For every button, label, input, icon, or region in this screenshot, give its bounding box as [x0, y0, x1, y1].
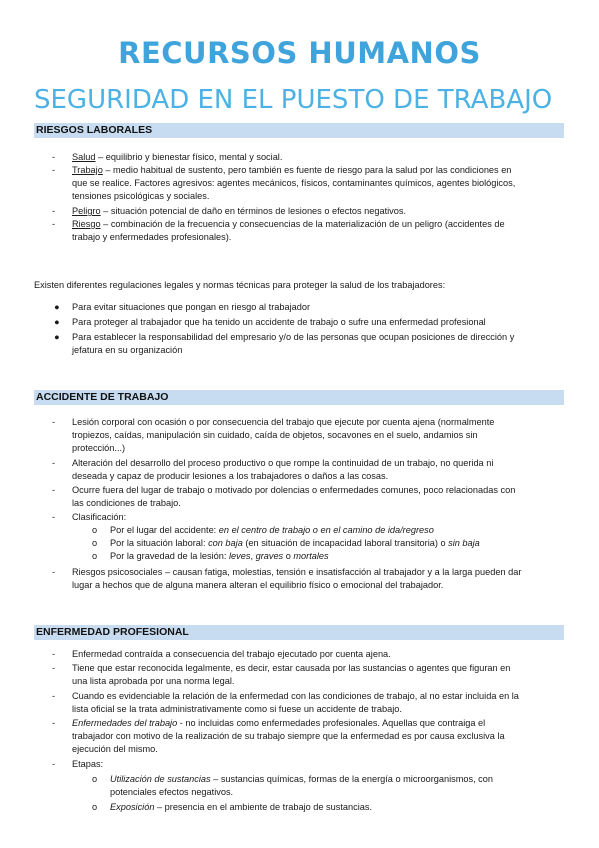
riesgos-item-trabajo-line: tensiones psicológicas y sociales.	[72, 191, 210, 201]
dash-marker: -	[52, 663, 56, 673]
dash-marker: -	[52, 691, 56, 701]
accidente-item: Alteración del desarrollo del proceso productivo o que rompe la continuidad de un trabajo, no querida ni	[72, 458, 494, 468]
accidente-item-line: protección...)	[72, 443, 126, 453]
riesgos-bullet: Para proteger al trabajador que ha tenido un accidente de trabajo o sufre una enfermedad profesional	[72, 317, 486, 327]
enfermedad-etapas: Etapas:	[72, 759, 104, 769]
enfermedad-item: Tiene que estar reconocida legalmente, es decir, estar causada por las sustancias o agentes que figuran en	[72, 663, 511, 673]
etapa-exposicion: Exposición – presencia en el ambiente de trabajo de sustancias.	[110, 802, 373, 812]
dash-marker: -	[52, 206, 56, 216]
riesgos-bullet: Para evitar situaciones que pongan en riesgo al trabajador	[72, 302, 311, 312]
circle-bullet-marker: o	[92, 538, 98, 548]
riesgos-bullet: Para establecer la responsabilidad del empresario y/o de las personas que ocupan posiciones de dirección y	[72, 332, 515, 342]
section-header-enfermedad: ENFERMEDAD PROFESIONAL	[34, 625, 564, 640]
riesgos-intro: Existen diferentes regulaciones legales y normas técnicas para proteger la salud de los trabajadores:	[34, 280, 446, 290]
circle-bullet-marker: o	[92, 774, 98, 784]
dash-marker: -	[52, 485, 56, 495]
accidente-psicosociales: Riesgos psicosociales – causan fatiga, molestias, tensión e insatisfacción al trabajador y a la larga pueden dar	[72, 567, 522, 577]
accidente-clasificacion: Clasificación:	[72, 512, 127, 522]
clasificacion-lugar: Por el lugar del accidente: en el centro de trabajo o en el camino de ida/regreso	[110, 525, 434, 535]
riesgos-item-trabajo: Trabajo – medio habitual de sustento, pero también es fuente de riesgo para la salud por las condiciones en	[72, 165, 512, 175]
riesgos-item-riesgo-line: trabajo y enfermedades profesionales).	[72, 232, 232, 242]
dash-marker: -	[52, 417, 56, 427]
accidente-item: Lesión corporal con ocasión o por consecuencia del trabajo que ejecute por cuenta ajena (normalmente	[72, 417, 495, 427]
circle-bullet-marker: o	[92, 551, 98, 561]
circle-bullet-marker: o	[92, 802, 98, 812]
dash-marker: -	[52, 458, 56, 468]
page-title: RECURSOS HUMANOS	[118, 36, 481, 70]
section-header-accidente: ACCIDENTE DE TRABAJO	[34, 390, 564, 405]
riesgos-item-peligro: Peligro – situación potencial de daño en términos de lesiones o efectos negativos.	[72, 206, 407, 216]
dash-marker: -	[52, 165, 56, 175]
dash-marker: -	[52, 759, 56, 769]
etapa-utilizacion-line: potenciales efectos negativos.	[110, 787, 234, 797]
dash-marker: -	[52, 219, 56, 229]
dash-marker: -	[52, 567, 56, 577]
riesgos-bullet-line: jefatura en su organización	[72, 345, 183, 355]
clasificacion-situacion: Por la situación laboral: con baja (en situación de incapacidad laboral transitoria) o sin baja	[110, 538, 480, 548]
enfermedad-trabajo-line: trabajador con motivo de la realización de su trabajo siempre que la enfermedad es por causa exclusiva la	[72, 731, 505, 741]
clasificacion-gravedad: Por la gravedad de la lesión: leves, graves o mortales	[110, 551, 329, 561]
dash-marker: -	[52, 512, 56, 522]
accidente-item: Ocurre fuera del lugar de trabajo o motivado por dolencias o enfermedades comunes, poco relacionadas con	[72, 485, 516, 495]
accidente-psicosociales-line: lugar a hechos que de alguna manera alteran el equilibrio físico o emocional del trabajador.	[72, 580, 444, 590]
accidente-item-line: las condiciones de trabajo.	[72, 498, 181, 508]
bullet-marker: ●	[54, 302, 60, 312]
enfermedad-item-line: una lista aprobada por una norma legal.	[72, 676, 235, 686]
section-header-riesgos: RIESGOS LABORALES	[34, 123, 564, 138]
enfermedad-item-line: lista oficial se la trata administrativamente como si fuese un accidente de trabajo.	[72, 704, 402, 714]
riesgos-item-salud: Salud – equilibrio y bienestar físico, mental y social.	[72, 152, 283, 162]
enfermedad-trabajo: Enfermedades del trabajo - no incluidas como enfermedades profesionales. Aquellas que contraiga el	[72, 718, 486, 728]
circle-bullet-marker: o	[92, 525, 98, 535]
accidente-item-line: deseada y capaz de producir lesiones a los trabajadores o daños a las cosas.	[72, 471, 389, 481]
dash-marker: -	[52, 718, 56, 728]
dash-marker: -	[52, 649, 56, 659]
bullet-marker: ●	[54, 332, 60, 342]
dash-marker: -	[52, 152, 56, 162]
riesgos-item-trabajo-line: que se realice. Factores agresivos: agentes mecánicos, físicos, contaminantes químicos, agentes biológicos,	[72, 178, 516, 188]
etapa-utilizacion: Utilización de sustancias – sustancias químicas, formas de la energía o microorganismos, con	[110, 774, 493, 784]
enfermedad-trabajo-line: ejecución del mismo.	[72, 744, 158, 754]
bullet-marker: ●	[54, 317, 60, 327]
page-subtitle: SEGURIDAD EN EL PUESTO DE TRABAJO	[34, 85, 553, 115]
enfermedad-item: Enfermedad contraída a consecuencia del trabajo ejecutado por cuenta ajena.	[72, 649, 391, 659]
accidente-item-line: tropiezos, caídas, manipulación sin cuidado, caída de objetos, socavones en el suelo, andamios sin	[72, 430, 478, 440]
riesgos-item-riesgo: Riesgo – combinación de la frecuencia y consecuencias de la materialización de un peligro (accidentes de	[72, 219, 505, 229]
enfermedad-item: Cuando es evidenciable la relación de la enfermedad con las condiciones de trabajo, al no estar incluida en la	[72, 691, 519, 701]
